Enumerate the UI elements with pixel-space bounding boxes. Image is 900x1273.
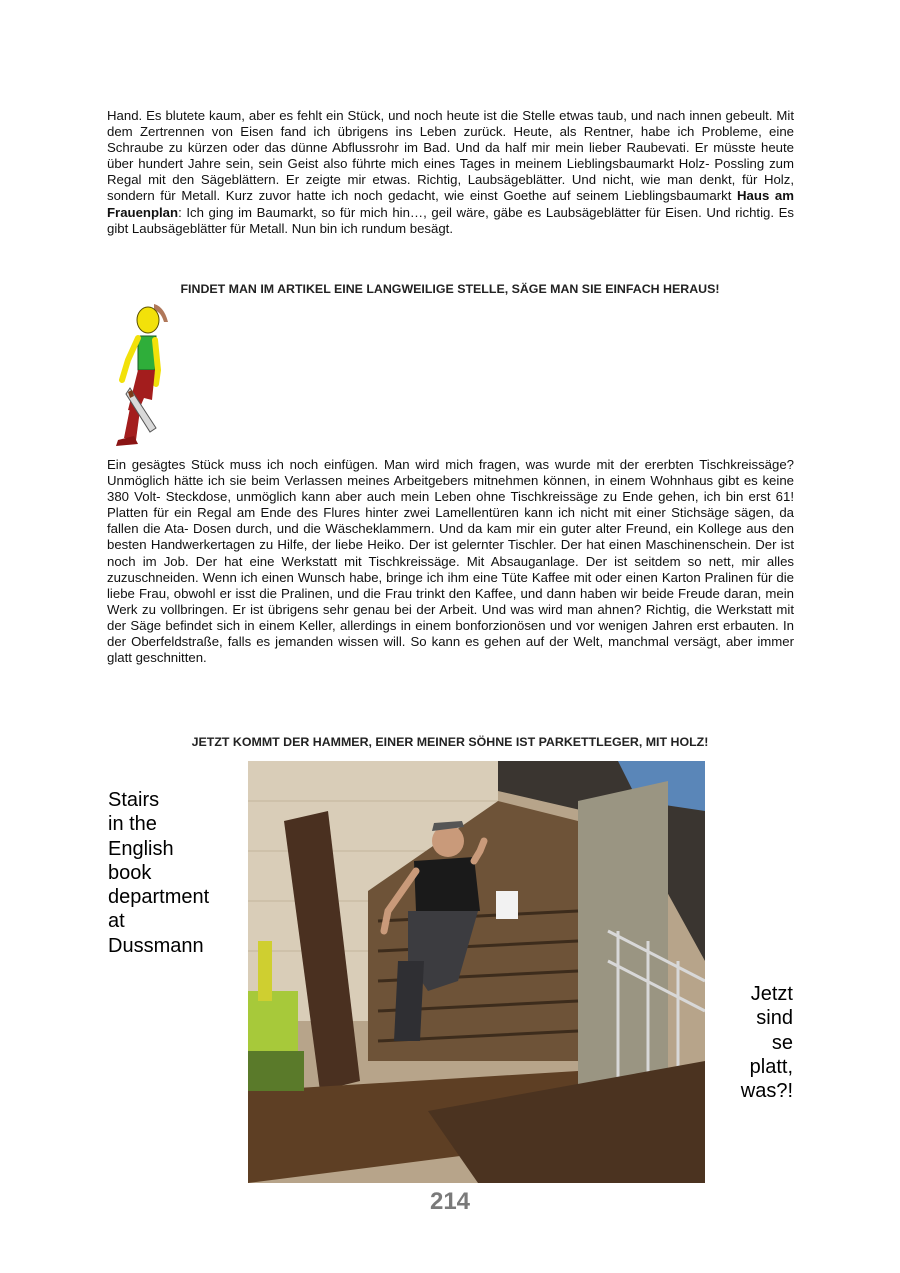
bucket [496,891,518,919]
page-number: 214 [429,1188,471,1215]
caption-right-line: platt, [749,1055,793,1078]
caption-left [108,788,248,958]
caption-right-line: se [771,1031,793,1054]
caption-left-line: English [108,837,174,860]
paragraph-2: Ein gesägtes Stück muss ich noch einfügen. Man wird mich fragen, was wurde mit der ererbten Tischkreissäge? Unmöglich hätte ich sie beim Verlassen meines Arbeitgebers mitnehmen können, in einem Wohnhaus gibt es keine 380 Volt- Steckdose, unmöglich kann aber auch mein Leben ohne Tischkreissäge zu Ende gehen, ich bin erst 61! Platten für ein Regal am Ende des Flures hinter zwei Lamellentüren kann ich nicht mit einer Stichsäge sägen, da fallen die Ata- Dosen durch, und die Wäscheklammern. Und da kam mir ein guter alter Freund, ein Kollege aus den besten Handwerkertagen zu Hilfe, der liebe Heiko. Der ist gelernter Tischler. Der hat einen Maschinenschein. Der ist noch im Job. Der hat eine Werkstatt mit Tischkreissäge. Mit Absauganlage. Der ist seitdem so nett, mir alles zuzuschneiden. Wenn ich einen Wunsch habe, bringe ich ihm eine Tüte Kaffee mit oder einen Karton Pralinen für die liebe Frau, obwohl er isst die Pralinen, und die Frau trinkt den Kaffee, und dann haben wir beide Freude daran, mein Werk zu vollbringen. Er ist übrigens sehr genau bei der Arbeit. Und was wird man ahnen? Richtig, die Werkstatt mit der Säge befindet sich in einem Keller, allerdings in einem bonforzionösen und vor wenigen Jahren erst erbauten. In der Oberfeldstraße, falls es jemanden wissen will. So kann es gehen auf der Welt, manchmal versägt, aber immer glatt geschnitten. [107,457,794,666]
caption-left-line: in the [108,813,157,836]
caption-right-line: Jetzt [750,983,793,1005]
caption-right-line: sind [756,1007,793,1030]
caption-left-line: department [108,886,210,909]
figure-head [137,307,159,333]
paragraph-1 [107,108,794,237]
heading-hammer: JETZT KOMMT DER HAMMER, EINER MEINER SÖHNE IST PARKETTLEGER, MIT HOLZ! [191,735,709,749]
figure-arm-left [122,338,138,380]
caption-left-line: Stairs [108,789,160,811]
paragraph-1-text-b: : Ich ging im Baumarkt, so für mich hin…, geil wäre, gäbe es Laubsägeblätter für Eisen. Und richtig. Es gibt Laubsägeblätter für Metall. Nun bin ich rundum besägt. [107,204,794,236]
saw-figure-illustration [108,300,170,450]
machine-base [248,1051,304,1091]
paragraph-1-bold: Haus am Frauenplan [107,188,794,220]
paragraph-1-text-a: Hand. Es blutete kaum, aber es fehlt ein Stück, und noch heute ist die Stelle etwas taub, und nach innen gebeult. Mit dem Zertrennen von Eisen fand ich übrigens ins Leben zurück. Heute, als Rentner, habe ich Probleme, eine Schraube zu kürzen oder das dünne Abflussrohr im Bad. Und da half mir mein lieber Raubevati. Er müsste heute über hundert Jahre sein, sein Geist also führte mich eines Tages in meinem Lieblingsbaumarkt Holz- Possling zum Regal mit den Sägeblättern. Er zeigte mir etwas. Richtig, Laubsägeblätter. Und nicht, wie man denkt, für Holz, sondern für Metall. Kurz zuvor hatte ich noch gedacht, wie einst Goethe auf seinem Lieblingsbaumarkt [107,108,794,204]
green-machine [248,991,298,1051]
caption-left-line: book [108,861,152,884]
caption-left-line: at [108,910,125,933]
machine-handle [258,941,272,1001]
caption-right-line: was?! [740,1080,793,1103]
heading-saw: FINDET MAN IM ARTIKEL EINE LANGWEILIGE STELLE, SÄGE MAN SIE EINFACH HERAUS! [180,282,720,296]
caption-left-line: Dussmann [108,934,204,957]
concrete-balustrade [578,781,668,1121]
person-leg [394,961,424,1041]
person-shirt [414,857,480,911]
caption-right [703,982,793,1103]
figure-arm-right [155,340,158,384]
stairs-photo [248,761,705,1183]
